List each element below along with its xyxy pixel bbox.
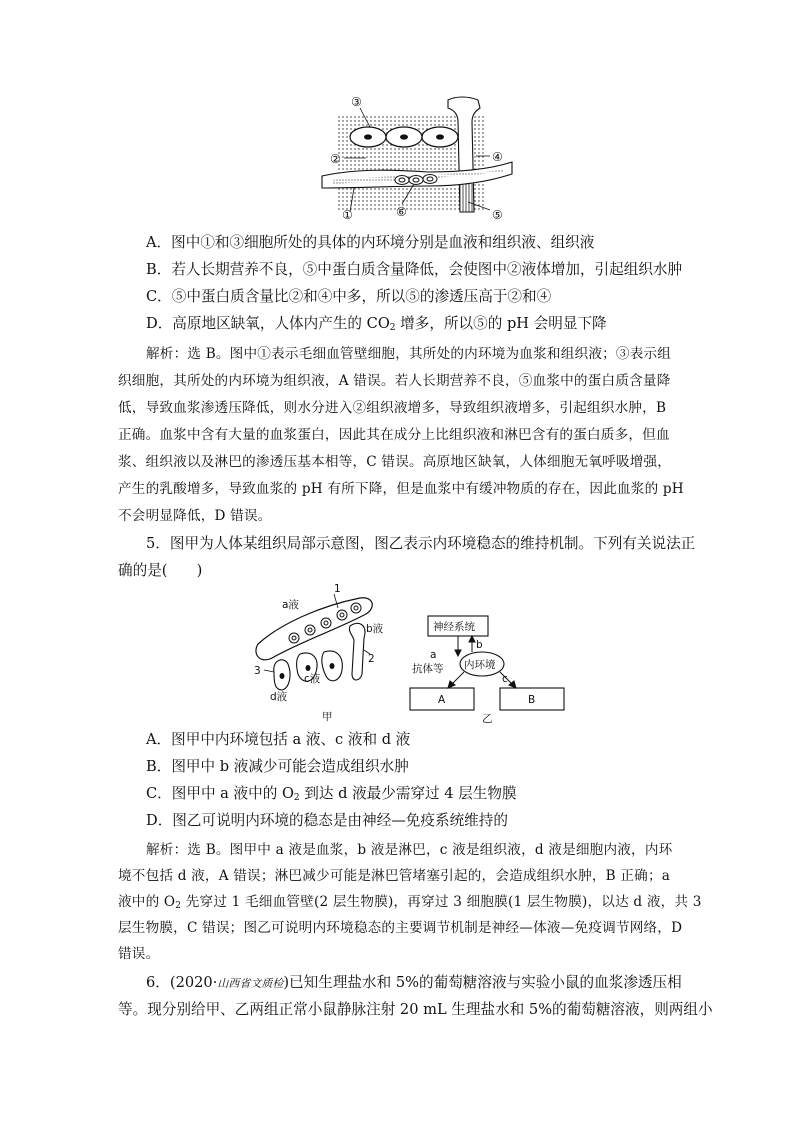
q5-option-a: A．图甲中内环境包括 a 液、c 液和 d 液 xyxy=(146,731,411,748)
q4-analysis-line: 解析：选 B。图中①表示毛细血管壁细胞，其所处的内环境为血浆和组织液；③表示组 xyxy=(146,346,672,362)
tissue-cells xyxy=(350,127,458,147)
jia-label-c: c液 xyxy=(304,673,321,685)
label-6: ⑥ xyxy=(396,205,407,219)
q4-analysis-line: 产生的乳酸增多，导致血浆的 pH 有所下降，但是血浆中有缓冲物质的存在，因此血浆的 pH xyxy=(118,481,684,497)
jia-label-a: a液 xyxy=(282,599,299,611)
q6-stem-line1: 6．(2020·山西省文质检)已知生理盐水和 5%的葡萄糖溶液与实验小鼠的血浆渗透压相 xyxy=(146,974,682,991)
jia-label-d: d液 xyxy=(270,691,288,703)
q4-analysis-line: 织细胞，其所处的内环境为组织液，A 错误。若人长期营养不良，⑤血浆中的蛋白质含量降 xyxy=(118,373,671,389)
q6-source: 山西省文质检 xyxy=(217,977,284,990)
q6-stem-line2: 等。现分别给甲、乙两组正常小鼠静脉注射 20 mL 生理盐水和 5%的葡萄糖溶液，则两组小 xyxy=(118,1001,713,1018)
jia-label-3: 3 xyxy=(254,665,261,677)
antibody-label: 抗体等 xyxy=(412,663,444,675)
nervous-system-label: 神经系统 xyxy=(433,621,475,633)
q5-analysis-line: 错误。 xyxy=(118,946,160,962)
q5-option-d: D．图乙可说明内环境的稳态是由神经—免疫系统维持的 xyxy=(146,812,508,829)
blood-cells xyxy=(395,175,437,185)
q5-analysis-line: 解析：选 B。图甲中 a 液是血浆，b 液是淋巴，c 液是组织液，d 液是细胞内液，内环 xyxy=(146,842,673,858)
q4-analysis-line: 低，导致血浆渗透压降低，则水分进入②组织液增多，导致组织液增多，引起组织水肿，B xyxy=(118,400,667,416)
jia-caption: 甲 xyxy=(322,711,333,723)
arrow-b-label: b xyxy=(476,639,483,651)
box-b-label: B xyxy=(528,694,536,706)
q5-stem-line1: 5．图甲为人体某组织局部示意图，图乙表示内环境稳态的维持机制。下列有关说法正 xyxy=(146,535,696,552)
q4-analysis-line: 正确。血浆中含有大量的血浆蛋白，因此其在成分上比组织液和淋巴含有的蛋白质多，但血 xyxy=(118,427,670,443)
label-1: ① xyxy=(342,208,353,222)
box-a-label: A xyxy=(438,694,446,706)
arrow-c-label: c xyxy=(502,673,508,685)
q4-analysis-line: 不会明显降低，D 错误。 xyxy=(118,508,272,524)
internal-env-label: 内环境 xyxy=(464,659,496,671)
jia-label-2: 2 xyxy=(368,653,375,665)
q5-analysis-line: 液中的 $O_2$ 先穿过 1 毛细血管壁(2 层生物膜)，再穿过 3 细胞膜(1 层生物膜)，以达 d 液，共 3 xyxy=(118,894,702,911)
q4-option-b: B．若人长期营养不良，⑤中蛋白质含量降低，会使图中②液体增加，引起组织水肿 xyxy=(146,261,683,278)
figure-jia xyxy=(250,583,384,724)
q5-analysis-line: 层生物膜，C 错误；图乙可说明内环境稳态的主要调节机制是神经—体液—免疫调节网络，D xyxy=(118,920,683,936)
q5-option-b: B．图甲中 b 液减少可能会造成组织水肿 xyxy=(146,758,409,775)
q4-option-c: C．⑤中蛋白质含量比②和④中多，所以⑤的渗透压高于②和④ xyxy=(146,288,552,305)
q5-option-c: C．图甲中 a 液中的 $O_2$ 到达 d 液最少需穿过 4 层生物膜 xyxy=(146,785,517,803)
q5-stem-line2: 确的是( ) xyxy=(118,562,203,579)
jia-label-1: 1 xyxy=(334,583,341,595)
label-4: ④ xyxy=(492,150,503,164)
arrow-a-label: a xyxy=(430,649,437,661)
q4-analysis-line: 浆、组织液以及淋巴的渗透压基本相等，C 错误。高原地区缺氧，人体细胞无氧呼吸增强， xyxy=(118,454,672,470)
label-3: ③ xyxy=(351,95,362,109)
lymph-b xyxy=(349,623,364,680)
q4-option-d: D．高原地区缺氧，人体内产生的 $CO_2$ 增多，所以⑤的 pH 会明显下降 xyxy=(146,315,607,333)
q5-analysis-line: 境不包括 d 液，A 错误；淋巴减少可能是淋巴管堵塞引起的，会造成组织水肿，B 正确；a xyxy=(118,868,671,884)
label-2: ② xyxy=(330,152,341,166)
jia-label-b: b液 xyxy=(366,623,384,635)
figure-yi xyxy=(406,612,576,724)
yi-caption: 乙 xyxy=(482,713,493,725)
q4-option-a: A．图中①和③细胞所处的具体的内环境分别是血液和组织液、组织液 xyxy=(146,234,595,251)
label-5: ⑤ xyxy=(492,208,503,222)
tissue-diagram xyxy=(318,92,514,222)
